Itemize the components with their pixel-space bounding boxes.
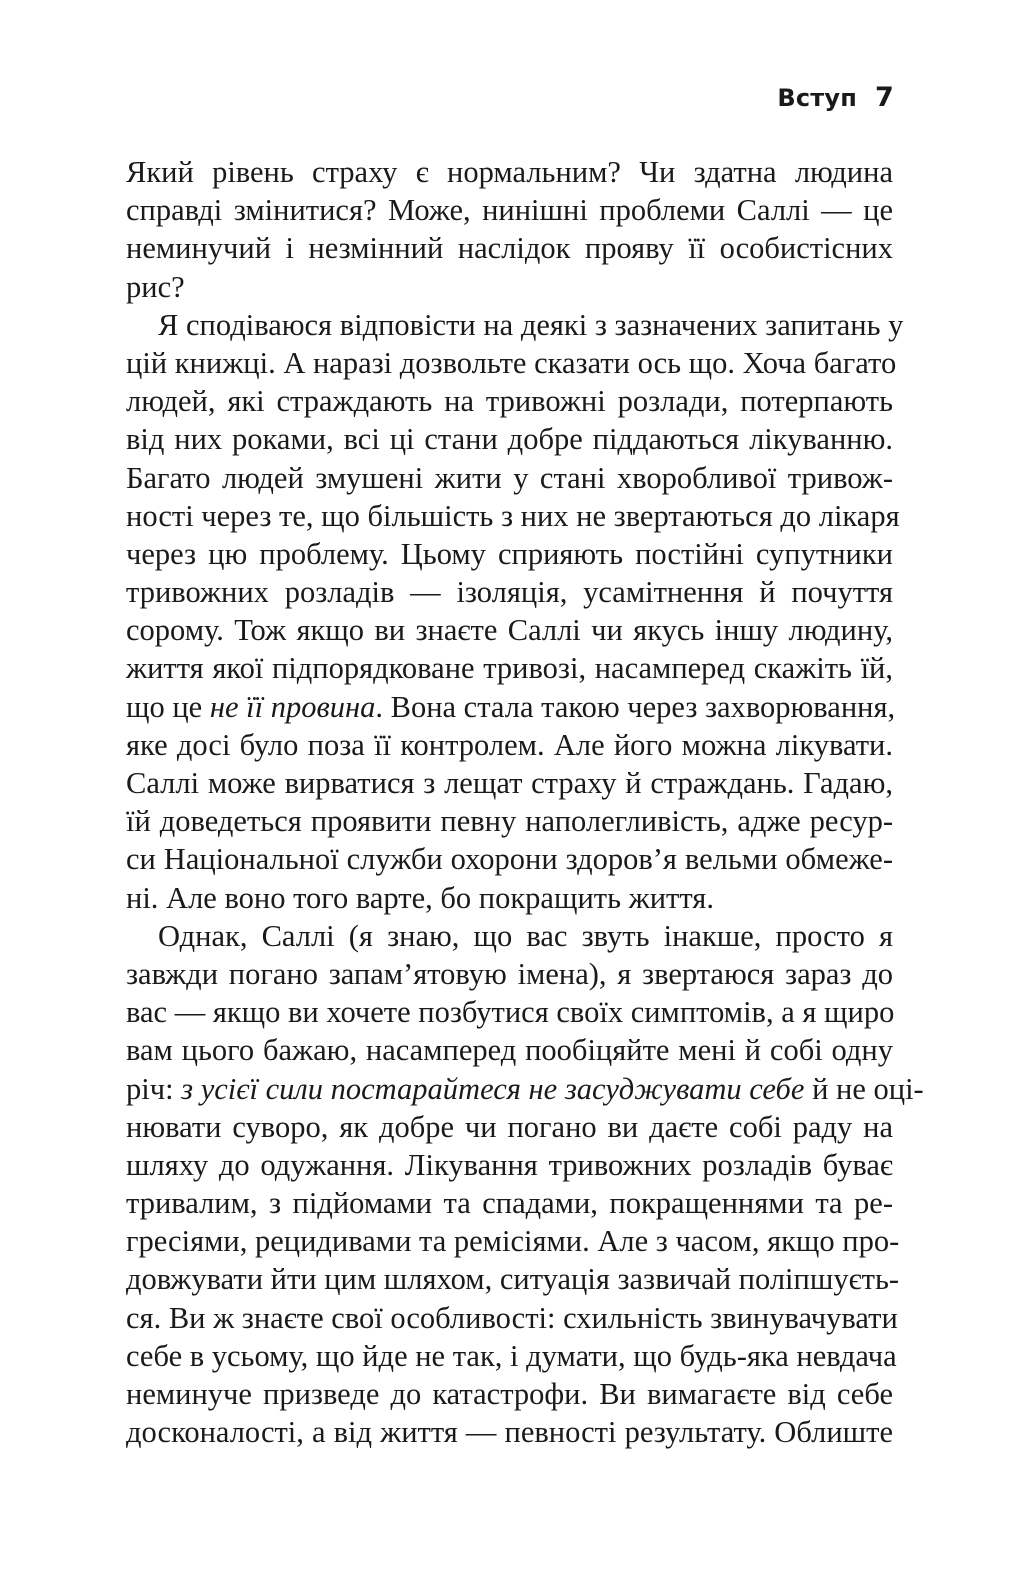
text-run: їй доведеться проявити певну наполегливість, адже ресур- [126,804,893,839]
text-run: яке досі було поза її контролем. Але його можна лікувати. [126,727,893,762]
text-run: неминуче призведе до катастрофи. Ви вимагаєте від себе [126,1377,893,1411]
text-line [126,573,893,611]
text-line [126,1146,893,1184]
text-run: справді змінитися? Може, нинішні проблеми Саллі — це [126,193,893,228]
text-line [126,344,897,382]
text-run: вас — якщо ви хочете позбутися своїх симптомів, а я щиро [126,995,895,1030]
text-run: нювати суворо, як добре чи погано ви даєте собі раду на [126,1109,893,1144]
text-run: . Вона стала такою через захворювання, [375,689,896,724]
text-run: Саллі може вирватися з лещат страху й страждань. Гадаю, [126,766,893,800]
text-run: що це [126,689,210,724]
paragraph [126,306,904,917]
text-line [126,1375,893,1413]
text-run: життя якої підпорядковане тривозі, насамперед скажіть їй, [126,651,893,686]
text-line [126,802,893,840]
paragraph [126,153,893,306]
text-run: Багато людей змушені жити у стані хворобливої тривож- [126,460,893,495]
text-run: й не оці- [804,1071,924,1106]
text-run: си Національної служби охорони здоров’я вельми обмеже- [126,842,893,877]
text-run: Який рівень страху є нормальним? Чи здатна людина [126,155,893,189]
text-line [126,688,896,726]
text-run: тривалим, з підйомами та спадами, покращеннями та ре- [126,1186,893,1221]
body-text [126,153,924,1451]
text-line [126,229,893,267]
text-line [126,993,893,1031]
text-line [126,268,893,306]
text-line [126,649,893,687]
text-line [126,955,893,993]
text-line [126,1031,893,1069]
text-line [126,1299,898,1337]
text-line [126,1222,900,1260]
text-run: ні. Але воно того варте, бо покращить життя. [126,880,714,915]
text-run: цій книжці. А наразі дозвольте сказати ось що. Хоча багато [126,345,897,380]
text-run: Однак, Саллі (я знаю, що вас звуть інакше, просто я [158,918,893,953]
text-line [126,879,893,917]
text-line [126,1070,924,1108]
text-line [126,497,900,535]
text-run: довжувати йти цим шляхом, ситуація зазвичай поліпшуєть- [126,1262,900,1297]
italic-text: не її провина [209,689,376,724]
running-head [777,82,894,113]
text-line [126,535,893,573]
text-run: вам цього бажаю, насамперед пообіцяйте мені й собі одну [126,1033,893,1068]
text-line [126,420,893,458]
text-line [126,764,893,802]
section-title: Вступ [777,84,857,112]
text-run: досконалості, а від життя — певності результату. Облиште [126,1415,893,1450]
text-line [126,611,893,649]
text-line [126,191,893,229]
text-run: гресіями, рецидивами та ремісіями. Але з часом, якщо про- [126,1224,900,1259]
text-line [126,382,893,420]
text-run: від них роками, всі ці стани добре піддаються лікуванню. [126,422,893,457]
text-line [126,1184,893,1222]
paragraph [126,917,924,1452]
text-run: шляху до одужання. Лікування тривожних розладів буває [126,1147,893,1182]
text-line [126,917,893,955]
text-run: завжди погано запам’ятовую імена), я звертаюся зараз до [126,956,893,991]
text-run: Я сподіваюся відповісти на деякі з зазначених запитань у [158,307,904,342]
text-run: ності через те, що більшість з них не звертаються до лікаря [126,498,900,533]
text-run: ся. Ви ж знаєте свої особливості: схильність звинувачувати [126,1300,898,1335]
italic-text: з усієї сили постарайтеся не засуджувати себе [181,1071,805,1106]
text-line [126,1337,897,1375]
text-line [126,1108,893,1146]
text-line [126,1260,900,1298]
text-line [126,726,893,764]
text-line [126,306,904,344]
text-run: через цю проблему. Цьому сприяють постійні супутники [126,536,893,571]
text-line [126,1413,893,1451]
text-run: тривожних розладів — ізоляція, усамітнення й почуття [126,575,893,610]
text-run: себе в усьому, що йде не так, і думати, що будь-яка невдача [126,1338,897,1373]
page-number: 7 [875,82,894,113]
text-run: неминучий і незмінний наслідок прояву її особистісних [126,231,893,266]
text-line [126,459,893,497]
text-run: рис? [126,269,185,304]
text-run: сорому. Тож якщо ви знаєте Саллі чи якусь іншу людину, [126,613,893,648]
text-run: річ: [126,1071,182,1106]
text-run: людей, які страждають на тривожні розлади, потерпають [126,384,893,419]
text-line [126,153,893,191]
text-line [126,840,893,878]
